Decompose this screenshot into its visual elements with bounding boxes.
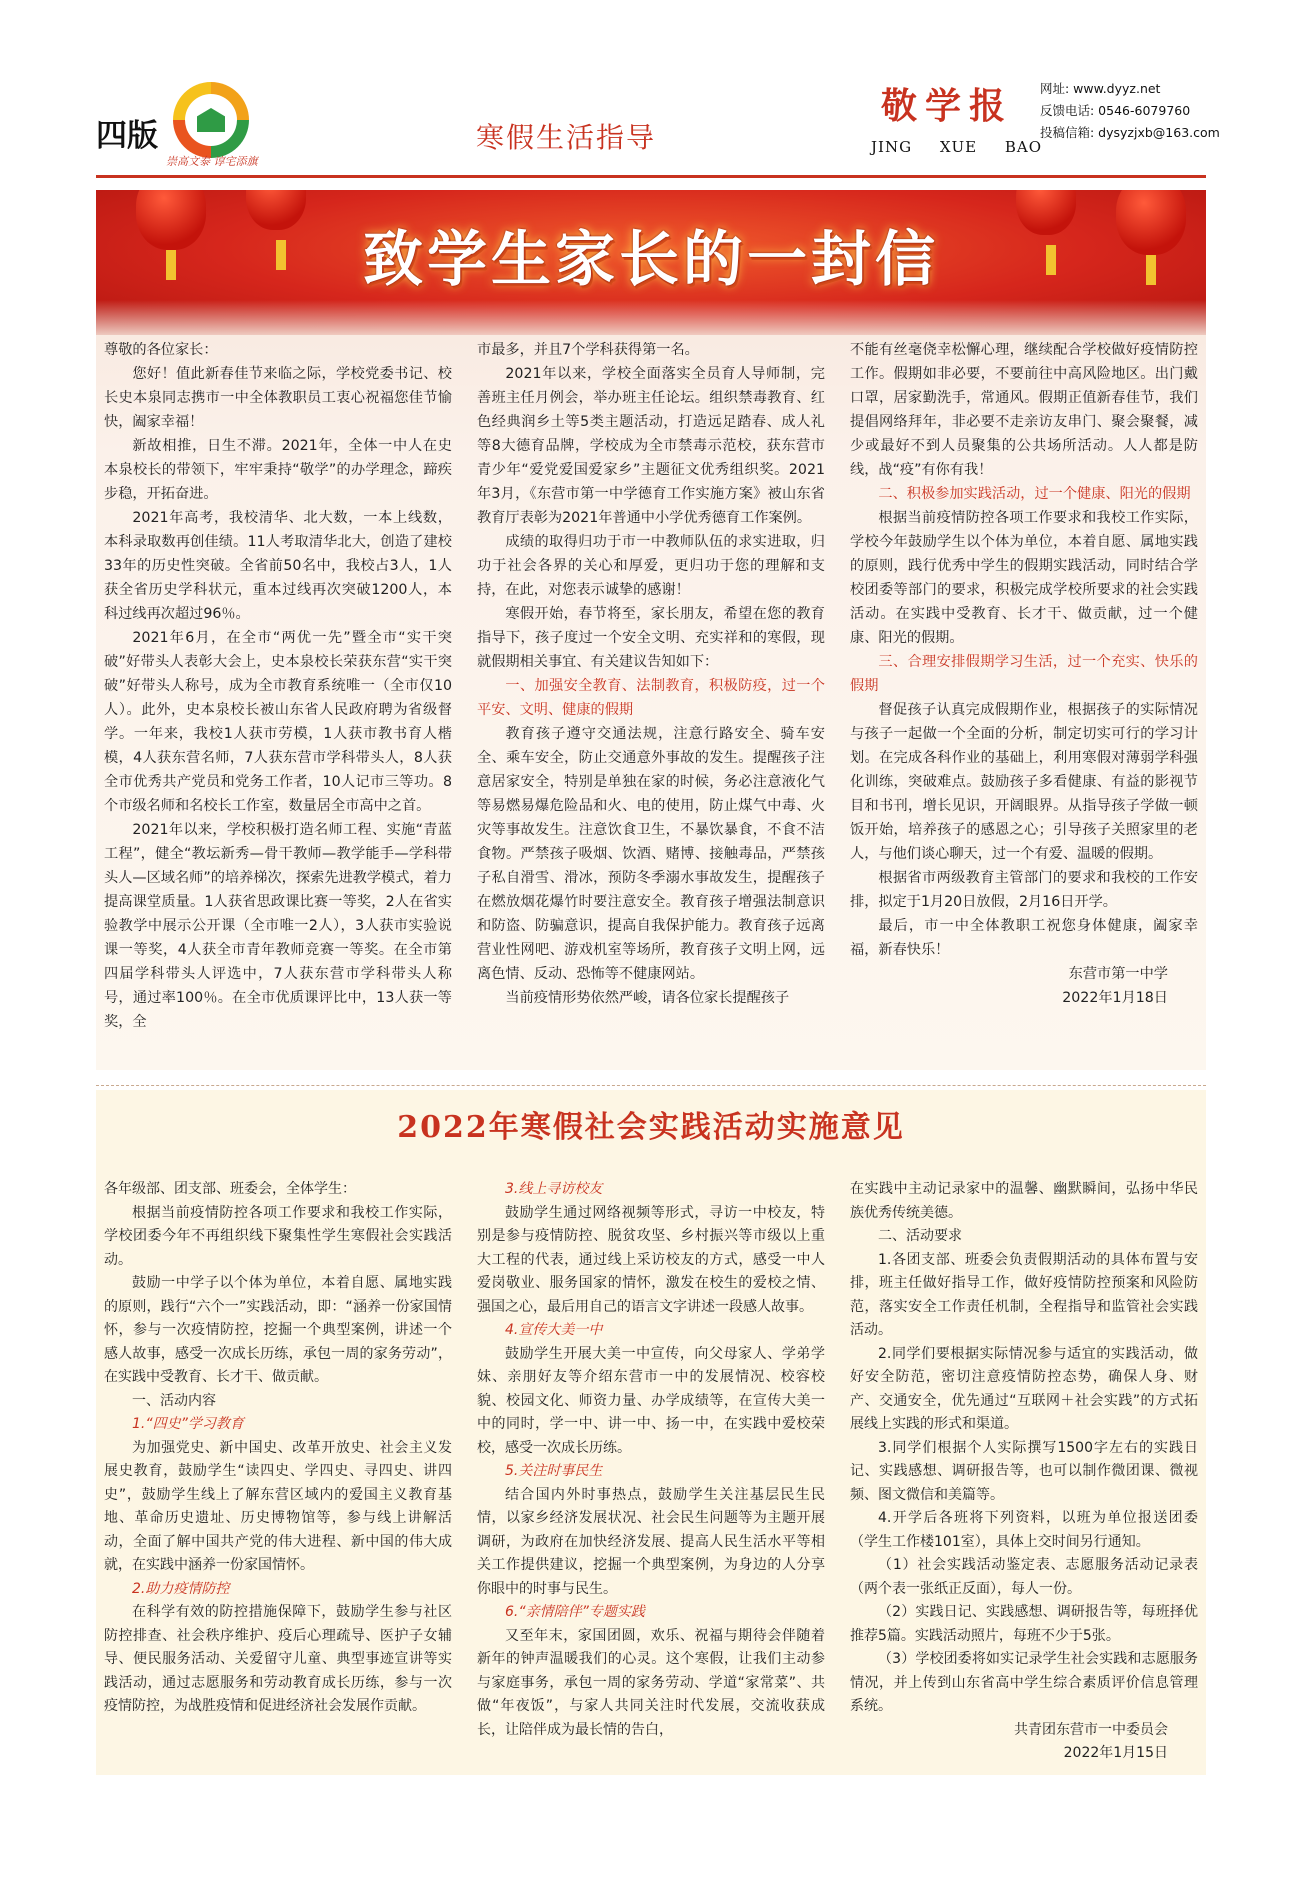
building-icon (197, 108, 225, 132)
paragraph: 最后，市一中全体教职工祝您身体健康，阖家幸福，新春快乐！ (850, 918, 1198, 958)
paragraph: 在科学有效的防控措施保障下，鼓励学生参与社区防控排查、社会秩序维护、疫后心理疏导、医护子女辅导、便民服务活动、关爱留守儿童、典型事迹宣讲等实践活动，通过志愿服务和劳动教育成长历练，参与一次疫情防控，为战胜疫情和促进经济社会发展作贡献。 (104, 1604, 452, 1714)
paragraph: 成绩的取得归功于市一中教师队伍的求实进取，归功于社会各界的关心和厚爱，更归功于您的理解和支持，在此，对您表示诚挚的感谢！ (477, 534, 825, 598)
paragraph: 您好！值此新春佳节来临之际，学校党委书记、校长史本泉同志携市一中全体教职员工衷心祝福您佳节愉快，阖家幸福！ (104, 366, 452, 430)
paragraph: 2021年以来，学校全面落实全员育人导师制，完善班主任月例会，举办班主任论坛。组织禁毒教育、红色经典润乡土等5类主题活动，打造远足踏春、成人礼等8大德育品牌，学校成为全市禁毒示范校，获东营市青少年“爱党爱国爱家乡”主题征文优秀组织奖。2021年3月，《东营市第一中学德育工作实施方案》被山东省教育厅表彰为2021年普通中小学优秀德育工作案例。 (477, 366, 825, 526)
salutation: 各年级部、团支部、班委会，全体学生： (104, 1181, 356, 1197)
practice-column-2 (477, 1178, 825, 1742)
practice-section (96, 1090, 1206, 1775)
paragraph: 教育孩子遵守交通法规，注意行路安全、骑车安全、乘车安全，防止交通意外事故的发生。提醒孩子注意居家安全，特别是单独在家的时候，务必注意液化气等易燃易爆危险品和火、电的使用，防止煤气中毒、火灾等事故发生。注意饮食卫生，不暴饮暴食，不食不洁食物。严禁孩子吸烟、饮酒、赌博、接触毒品，严禁孩子私自滑雪、滑冰，预防冬季溺水事故发生，提醒孩子在燃放烟花爆竹时要注意安全。教育孩子增强法制意识和防盗、防骗意识，提高自我保护能力。教育孩子远离营业性网吧、游戏机室等场所，教育孩子文明上网，远离色情、反动、恐怖等不健康网站。 (477, 726, 825, 982)
subheading: 3.线上寻访校友 (505, 1181, 603, 1197)
paper-pinyin: JING XUE BAO (871, 138, 1043, 156)
paragraph: 不能有丝毫侥幸松懈心理，继续配合学校做好疫情防控工作。假期如非必要，不要前往中高风险地区。出门戴口罩，居家勤洗手，常通风。假期正值新春佳节，我们提倡网络拜年，非必要不走亲访友串门、聚会聚餐，减少或最好不到人员聚集的公共场所活动。人人都是防线，战“疫”有你有我！ (850, 342, 1198, 478)
paragraph: （2）实践日记、实践感想、调研报告等，每班择优推荐5篇。实践活动照片，每班不少于5张。 (850, 1604, 1198, 1644)
paper-name: 敬学报 (881, 85, 1014, 127)
contact-phone: 反馈电话: 0546-6079760 (1040, 103, 1191, 118)
section-heading: 一、加强安全教育、法制教育，积极防疫，过一个平安、文明、健康的假期 (477, 678, 825, 718)
subheading: 6.“亲情陪伴”专题实践 (505, 1604, 645, 1620)
paragraph: 根据省市两级教育主管部门的要求和我校的工作安排，拟定于1月20日放假，2月16日开学。 (850, 870, 1198, 910)
practice-column-1 (104, 1178, 452, 1719)
paragraph: （3）学校团委将如实记录学生社会实践和志愿服务情况，并上传到山东省高中学生综合素质评价信息管理系统。 (850, 1651, 1198, 1714)
school-motto: 崇高文泰 谆宅添旗 (166, 155, 258, 168)
subheading: 5.关注时事民生 (505, 1463, 603, 1479)
paragraph: 当前疫情形势依然严峻，请各位家长提醒孩子 (505, 990, 790, 1006)
paragraph: 市最多，并且7个学科获得第一名。 (477, 342, 699, 358)
paragraph: 2021年以来，学校积极打造名师工程、实施“青蓝工程”，健全“教坛新秀—骨干教师—教学能手—学科带头人—区域名师”的培养梯次，探索先进教学模式，着力提高课堂质量。1人获省思政课比赛一等奖，2人在省实验教学中展示公开课（全市唯一2人），3人获市实验说课一等奖，4人获全市青年教师竞赛一等奖。在全市第四届学科带头人评选中，7人获东营市学科带头人称号，通过率100％。在全市优质课评比中，13人获一等奖，全 (104, 822, 452, 1030)
letter-body (104, 338, 1198, 1048)
paragraph: 2.同学们要根据实际情况参与适宜的实践活动，做好安全防范，密切注意疫情防控态势，确保人身、财产、交通安全，优先通过“互联网＋社会实践”的方式拓展线上实践的形式和渠道。 (850, 1345, 1198, 1432)
paragraph: 督促孩子认真完成假期作业，根据孩子的实际情况与孩子一起做一个全面的分析，制定切实可行的学习计划。在完成各科作业的基础上，利用寒假对薄弱学科强化训练，突破难点。鼓励孩子多看健康、有益的影视节目和书刊，增长见识，开阔眼界。从指导孩子学做一顿饭开始，培养孩子的感恩之心；引导孩子关照家里的老人，与他们谈心聊天，过一个有爱、温暖的假期。 (850, 702, 1198, 862)
paragraph: 3.同学们根据个人实际撰写1500字左右的实践日记、实践感想、调研报告等，也可以制作微团课、微视频、图文微信和美篇等。 (850, 1439, 1198, 1503)
contact-email[interactable]: 投稿信箱: dysyzjxb@163.com (1040, 125, 1220, 140)
masthead-divider (96, 175, 1206, 178)
paragraph: 根据当前疫情防控各项工作要求和我校工作实际，学校今年鼓励学生以个体为单位，本着自愿、属地实践的原则，践行优秀中学生的假期实践活动，同时结合学校团委等部门的要求，积极完成学校所要求的社会实践活动。在实践中受教育、长才干、做贡献，过一个健康、阳光的假期。 (850, 510, 1198, 646)
subheading: 2.助力疫情防控 (132, 1580, 230, 1597)
signature: 共青团东营市一中委员会 (1014, 1721, 1168, 1738)
contact-info (1040, 78, 1220, 144)
letter-column-1 (104, 338, 452, 1034)
section-heading: 一、活动内容 (132, 1392, 216, 1409)
masthead (96, 70, 1220, 168)
letter-section (96, 190, 1206, 1070)
date: 2022年1月15日 (1063, 1745, 1168, 1761)
letter-column-3 (850, 338, 1198, 1010)
salutation: 尊敬的各位家长： (104, 342, 218, 358)
edition-label: 四版 (96, 118, 158, 154)
paragraph: 寒假开始，春节将至，家长朋友，希望在您的教育指导下，孩子度过一个安全文明、充实祥和的寒假，现就假期相关事宜、有关建议告知如下： (477, 606, 825, 670)
subheading: 1.“四史”学习教育 (132, 1416, 244, 1432)
paragraph: 2021年6月，在全市“两优一先”暨全市“实干突破”好带头人表彰大会上，史本泉校长荣获东营“实干突破”好带头人称号，成为全市教育系统唯一（全市仅10人）。此外，史本泉校长被山东省人民政府聘为省级督学。一年来，我校1人获市劳模，1人获市教书育人楷模，4人获东营名师，7人获东营市学科带头人，8人获全市优秀共产党员和党务工作者，10人记市三等功。8个市级名师和名校长工作室，数量居全市高中之首。 (104, 630, 452, 814)
subheading: 4.宣传大美一中 (505, 1322, 603, 1338)
paragraph: 又至年末，家国团圆，欢乐、祝福与期待会伴随着新年的钟声温暖我们的心灵。这个寒假，让我们主动参与家庭事务，承包一周的家务劳动、学道“家常菜”、共做“年夜饭”，与家人共同关注时代发展，交流收获成长，让陪伴成为最长情的告白， (477, 1627, 825, 1738)
school-logo (173, 82, 249, 158)
paragraph: 1.各团支部、班委会负责假期活动的具体布置与安排，班主任做好指导工作，做好疫情防控预案和风险防范，落实安全工作责任机制，全程指导和监管社会实践活动。 (850, 1251, 1198, 1338)
paragraph: （1）社会实践活动鉴定表、志愿服务活动记录表（两个表一张纸正反面），每人一份。 (850, 1557, 1198, 1597)
contact-website[interactable]: 网址: www.dyyz.net (1040, 81, 1161, 96)
practice-title: 2022年寒假社会实践活动实施意见 (397, 1110, 905, 1145)
signature: 东营市第一中学 (1068, 966, 1168, 982)
paragraph: 结合国内外时事热点，鼓励学生关注基层民生民情，以家乡经济发展状况、社会民生问题等为主题开展调研，为政府在加快经济发展、提高人民生活水平等相关工作提供建议，挖掘一个典型案例，为身边的人分享你眼中的时事与民生。 (477, 1486, 825, 1597)
paragraph: 为加强党史、新中国史、改革开放史、社会主义发展史教育，鼓励学生“读四史、学四史、寻四史、讲四史”，鼓励学生线上了解东营区域内的爱国主义教育基地、革命历史遗址、历史博物馆等，参与线上讲解活动，全面了解中国共产党的伟大进程、新中国的伟大成就，在实践中涵养一份家国情怀。 (104, 1439, 452, 1573)
section-divider (96, 1085, 1206, 1086)
paragraph: 根据当前疫情防控各项工作要求和我校工作实际，学校团委今年不再组织线下聚集性学生寒假社会实践活动。 (104, 1204, 452, 1268)
paragraph: 4.开学后各班将下列资料，以班为单位报送团委（学生工作楼101室），具体上交时间另行通知。 (850, 1510, 1198, 1550)
practice-column-3 (850, 1178, 1198, 1766)
paragraph: 鼓励一中学子以个体为单位，本着自愿、属地实践的原则，践行“六个一”实践活动，即：“涵养一份家国情怀，参与一次疫情防控，挖掘一个典型案例，讲述一个感人故事，感受一次成长历练，承包一周的家务劳动”，在实践中受教育、长才干、做贡献。 (104, 1275, 452, 1385)
paragraph: 在实践中主动记录家中的温馨、幽默瞬间，弘扬中华民族优秀传统美德。 (850, 1181, 1198, 1221)
paragraph: 鼓励学生通过网络视频等形式，寻访一中校友，特别是参与疫情防控、脱贫攻坚、乡村振兴等市级以上重大工程的代表，通过线上采访校友的方式，感受一中人爱岗敬业、服务国家的情怀，激发在校生的爱校之情、强国之心，最后用自己的语言文字讲述一段感人故事。 (477, 1204, 825, 1315)
paragraph: 2021年高考，我校清华、北大数，一本上线数，本科录取数再创佳绩。11人考取清华北大，创造了建校33年的历史性突破。全省前50名中，我校占3人，1人获全省历史学科状元，重本过线再次突破1200人，本科过线再次超过96％。 (104, 510, 452, 622)
paragraph: 鼓励学生开展大美一中宣传，向父母家人、学弟学妹、亲朋好友等介绍东营市一中的发展情况、校容校貌、校园文化、师资力量、办学成绩等，在宣传大美一中的同时，学一中、讲一中、扬一中，在实践中爱校荣校，感受一次成长历练。 (477, 1345, 825, 1456)
letter-banner (96, 190, 1206, 335)
date: 2022年1月18日 (1062, 990, 1168, 1006)
paragraph: 新故相推，日生不滞。2021年，全体一中人在史本泉校长的带领下，牢牢秉持“敬学”的办学理念，蹄疾步稳，开拓奋进。 (104, 438, 452, 502)
section-heading: 三、合理安排假期学习生活，过一个充实、快乐的假期 (850, 654, 1198, 694)
letter-title: 致学生家长的一封信 (363, 225, 939, 295)
section-heading: 二、积极参加实践活动，过一个健康、阳光的假期 (878, 486, 1191, 502)
letter-column-2 (477, 338, 825, 1010)
section-title: 寒假生活指导 (476, 121, 657, 154)
section-heading: 二、活动要求 (878, 1228, 962, 1244)
